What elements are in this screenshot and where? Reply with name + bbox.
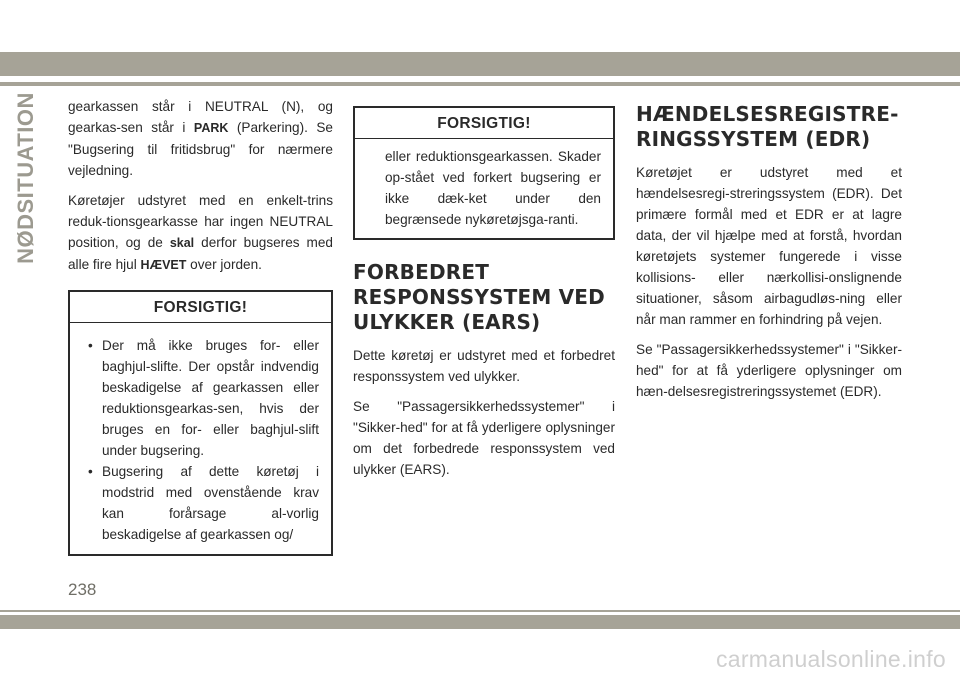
caution-box-continued [353, 106, 615, 240]
bullet: • [88, 464, 93, 479]
paragraph-ears-reference: Se "Passagersikkerhedssystemer" i "Sikker-hed" for at få yderligere oplysninger om det forbedrede responssystem ved ulykker (EARS). [353, 399, 615, 477]
caution-body [355, 139, 613, 238]
header-bar [0, 52, 960, 76]
column-right [636, 96, 902, 411]
caution-body [70, 323, 331, 554]
keyword-skal: skal [169, 236, 195, 250]
column-left [68, 96, 333, 556]
paragraph-single-speed: Køretøjer udstyret med en enkelt-trins reduk-tionsgearkasse har ingen NEUTRAL position, og de skal derfor bugseres med alle fire hjul HÆVET over jorden. [68, 193, 333, 272]
paragraph-towing-neutral: gearkassen står i NEUTRAL (N), og gearkas-sen står i PARK (Parkering). Se "Bugsering til fritidsbrug" for nærmere vejledning. [68, 99, 333, 178]
caution-text: eller reduktionsgearkassen. Skader op-stået ved forkert bugsering er ikke dæk-ket under den begrænsede nykøretøjsga-ranti. [385, 149, 601, 227]
watermark: carmanualsonline.info [715, 646, 946, 672]
caution-list [82, 335, 319, 545]
header-rule [0, 82, 960, 86]
caution-list-item: • Der må ikke bruges for- eller baghjul-slifte. Der opstår indvendig beskadigelse af gearkassen eller reduktionsgearkas-sen, hvis der bruges en for- eller baghjul-slift under bugsering. [82, 335, 319, 461]
paragraph-edr-reference: Se "Passagersikkerhedssystemer" i "Sikker-hed" for at få yderligere oplysninger om hæn-delsesregistreringssystemet (EDR). [636, 342, 902, 399]
footer-bar [0, 615, 960, 629]
bullet: • [88, 338, 93, 353]
section-side-label [5, 91, 47, 264]
section-side-label-text: NØDSITUATION [13, 91, 38, 264]
caution-heading: FORSIGTIG! [70, 292, 331, 323]
caution-list-item: • Bugsering af dette køretøj i modstrid med ovenstående krav kan forårsage al-vorlig beskadigelse af gearkassen og/ [82, 461, 319, 545]
paragraph-ears-intro: Dette køretøj er udstyret med et forbedret responssystem ved ulykker. [353, 348, 615, 384]
paragraph-edr-intro: Køretøjet er udstyret med et hændelsesregi-streringssystem (EDR). Det primære formål med et EDR er at lagre data, der vil hjælpe med at forstå, hvordan køretøjets systemer fungerede i visse kollisions- eller nærkollisi-onslignende situationer, såsom airbagudløs-ning eller når man rammer en forhindring på vejen. [636, 165, 902, 327]
caution-heading: FORSIGTIG! [355, 108, 613, 139]
keyword-park: PARK [193, 121, 229, 135]
page-number: 238 [68, 580, 97, 599]
column-middle [353, 96, 615, 489]
keyword-haevet: HÆVET [140, 258, 187, 272]
caution-box [68, 290, 333, 556]
section-heading-edr: HÆNDELSESREGISTRE-RINGSSYSTEM (EDR) [636, 102, 899, 151]
footer-rule [0, 610, 960, 612]
section-heading-ears: FORBEDRET RESPONSSYSTEM VED ULYKKER (EARS) [353, 260, 605, 334]
